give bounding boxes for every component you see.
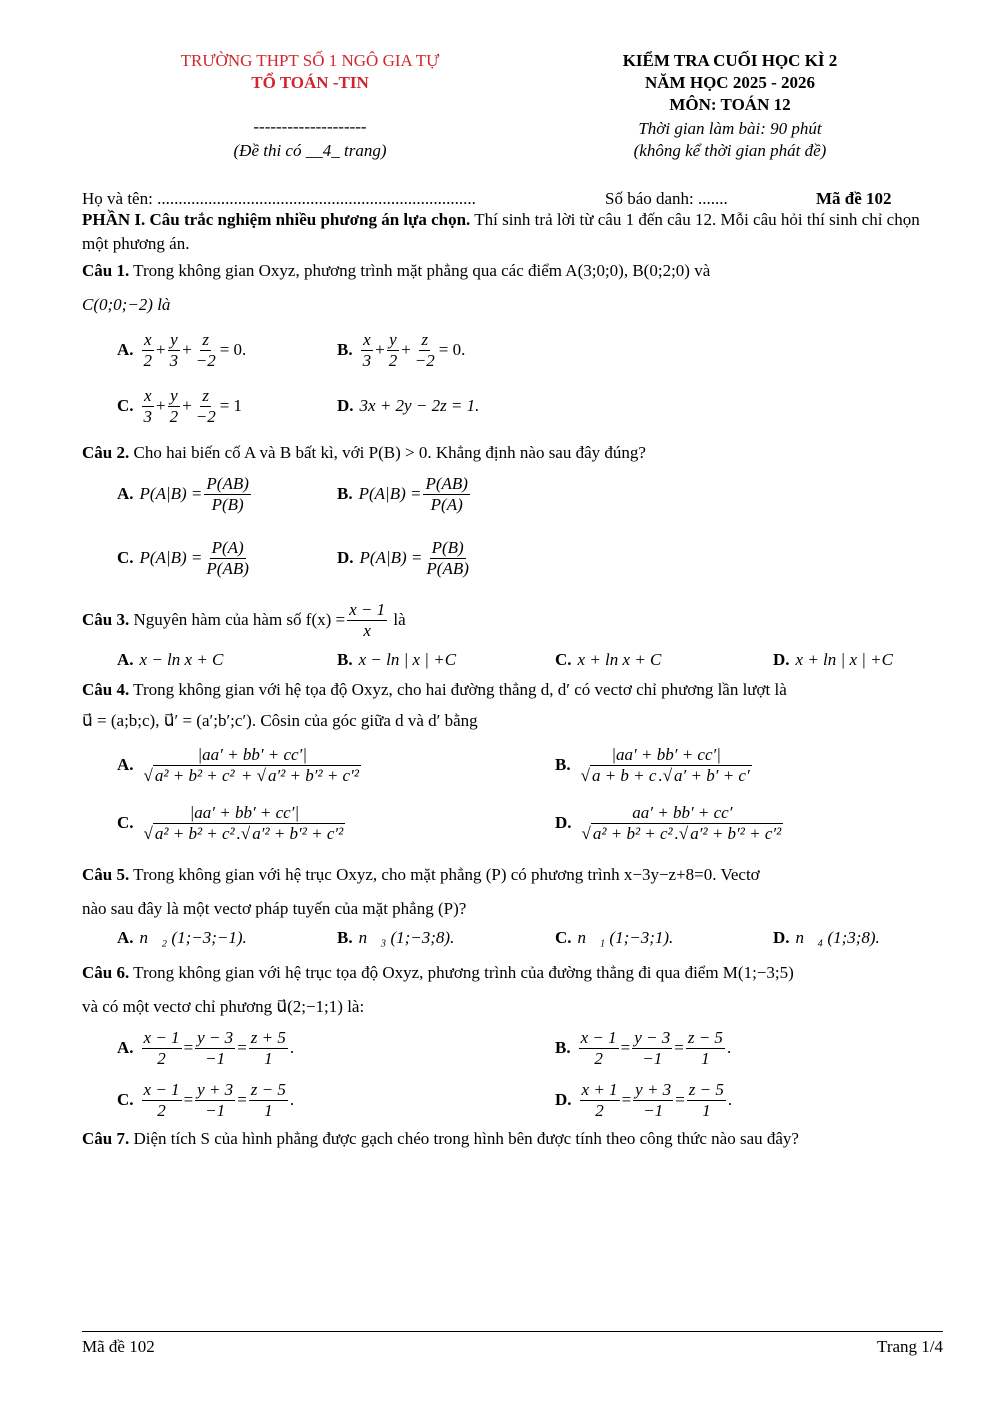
option-c[interactable] bbox=[117, 803, 555, 843]
fraction: $\frac{aa' + bb' + cc'}{\text{√ a² + b² + c² .√ a′² + b′² + c′²}}$ bbox=[581, 803, 782, 843]
option-label: B. bbox=[555, 755, 571, 775]
part1-title: PHẦN I. Câu trắc nghiệm nhiều phương án lựa chọn. bbox=[82, 210, 471, 229]
fraction: $\frac{z - 5}{1}$ bbox=[688, 1080, 724, 1120]
duration-note: (không kể thời gian phát đề) bbox=[633, 141, 827, 160]
fraction: $\frac{x - 1}{2}$ bbox=[580, 1028, 617, 1068]
option-label: D. bbox=[773, 650, 790, 669]
fraction: $\frac{z - 5}{1}$ bbox=[687, 1028, 723, 1068]
fraction: $\frac{x}{2}$ bbox=[143, 330, 153, 370]
option-d[interactable] bbox=[773, 928, 880, 948]
question-6-line2: và có một vectơ chỉ phương u⃗(2;−1;1) là: bbox=[82, 997, 365, 1016]
question-text: Nguyên hàm của hàm số f(x) = bbox=[129, 610, 346, 630]
question-5-line2: nào sau đây là một vectơ pháp tuyến của mặt phẳng (P)? bbox=[82, 899, 467, 918]
fraction: $\frac{z + 5}{1}$ bbox=[250, 1028, 286, 1068]
fraction: $\frac{x - 1}{x}$ bbox=[349, 600, 386, 640]
footer-divider bbox=[82, 1331, 943, 1332]
equation-tail: . bbox=[726, 1038, 732, 1058]
option-label: D. bbox=[337, 396, 354, 416]
q2-options-row2 bbox=[117, 538, 943, 578]
question-1-line2: C(0;0;−2) là bbox=[82, 295, 171, 314]
student-id-field: Số báo danh: ....... bbox=[605, 189, 728, 208]
option-c[interactable] bbox=[117, 538, 337, 578]
option-label: A. bbox=[117, 340, 134, 360]
fraction: $\frac{x - 1}{2}$ bbox=[143, 1028, 180, 1068]
fraction: $\frac{x + 1}{2}$ bbox=[581, 1080, 618, 1120]
department-name: TỔ TOÁN -TIN bbox=[251, 73, 369, 92]
subject: MÔN: TOÁN 12 bbox=[669, 95, 791, 114]
duration: Thời gian làm bài: 90 phút bbox=[638, 119, 822, 138]
fraction: $\frac{z - 5}{1}$ bbox=[250, 1080, 286, 1120]
fraction: $\frac{x - 1}{2}$ bbox=[143, 1080, 180, 1120]
option-label: A. bbox=[117, 1038, 134, 1058]
option-label: A. bbox=[117, 650, 134, 669]
option-label: D. bbox=[555, 813, 572, 833]
question-text: Trong không gian Oxyz, phương trình mặt phẳng qua các điểm A(3;0;0), B(0;2;0) và bbox=[129, 261, 711, 280]
option-a[interactable]: A. $\frac{x - 1}{2}$ = $\frac{y - 3}{-1}$ = $\frac{z + 5}{1}$ . bbox=[117, 1028, 295, 1068]
option-text: n⃗₄ (1;3;8). bbox=[795, 928, 880, 947]
school-name: TRƯỜNG THPT SỐ 1 NGÔ GIA TỰ bbox=[180, 51, 440, 70]
question-text: Cho hai biến cố A và B bất kì, với P(B) > 0. Khẳng định nào sau đây đúng? bbox=[129, 443, 646, 462]
option-a[interactable]: A. $\frac{x}{2}$ + $\frac{y}{3}$ + $\frac{z}{-2}$ = 0. bbox=[117, 330, 247, 370]
option-text: n⃗₂ (1;−3;−1). bbox=[139, 928, 247, 947]
question-number: Câu 3. bbox=[82, 610, 130, 630]
header-dashes: -------------------- bbox=[253, 117, 367, 136]
question-6 bbox=[82, 960, 943, 986]
option-a[interactable] bbox=[117, 474, 337, 514]
option-b[interactable] bbox=[337, 474, 472, 514]
fraction: $\frac{y - 3}{-1}$ bbox=[197, 1028, 234, 1068]
fraction: $\frac{P(AB)}{P(B)}$ bbox=[206, 474, 249, 514]
school-year: NĂM HỌC 2025 - 2026 bbox=[645, 73, 815, 92]
question-5 bbox=[82, 862, 943, 888]
question-number: Câu 6. bbox=[82, 963, 130, 982]
q2-options-row1 bbox=[117, 474, 943, 514]
option-label: C. bbox=[117, 548, 134, 568]
option-label: B. bbox=[337, 928, 353, 947]
question-2 bbox=[82, 440, 943, 466]
question-text: Trong không gian với hệ trục tọa độ Oxyz, phương trình của đường thẳng đi qua điểm M(1;−3;5) bbox=[129, 963, 794, 982]
question-1 bbox=[82, 258, 943, 284]
footer-exam-code: Mã đề 102 bbox=[82, 1337, 155, 1356]
fraction: $\frac{x}{3}$ bbox=[362, 330, 372, 370]
q1-options-row1 bbox=[117, 330, 943, 370]
option-label: D. bbox=[555, 1090, 572, 1110]
option-c[interactable] bbox=[555, 928, 773, 948]
footer-page-number: Trang 1/4 bbox=[877, 1337, 943, 1356]
question-text: Trong không gian với hệ trục Oxyz, cho mặt phẳng (P) có phương trình x−3y−z+8=0. Vectơ bbox=[129, 865, 760, 884]
equation-tail: . bbox=[289, 1090, 295, 1110]
fraction: $\frac{P(A)}{P(AB)}$ bbox=[206, 538, 249, 578]
option-label: C. bbox=[555, 650, 572, 669]
option-d[interactable] bbox=[337, 538, 473, 578]
exam-code: Mã đề 102 bbox=[816, 189, 892, 208]
fraction: $\frac{z}{-2}$ bbox=[414, 330, 435, 370]
option-d[interactable] bbox=[555, 803, 787, 843]
question-text: Trong không gian với hệ tọa độ Oxyz, cho hai đường thẳng d, d′ có vectơ chỉ phương lần lượt là bbox=[129, 680, 787, 699]
fraction: $\frac{y}{3}$ bbox=[169, 330, 179, 370]
q5-options bbox=[117, 928, 943, 948]
fraction: $\frac{y + 3}{-1}$ bbox=[635, 1080, 672, 1120]
part1-instruction: Thí sinh trả lời từ câu 1 đến câu 12. Mỗi câu hỏi thí sinh chỉ chọn một phương án. bbox=[82, 210, 920, 253]
q6-options-row2 bbox=[117, 1080, 943, 1120]
question-text: Diện tích S của hình phẳng được gạch chéo trong hình bên được tính theo công thức nào sau đây? bbox=[129, 1129, 799, 1148]
option-a[interactable] bbox=[117, 928, 337, 948]
option-lhs: P(A|B) = bbox=[139, 548, 203, 568]
option-label: B. bbox=[337, 650, 353, 669]
option-lhs: P(A|B) = bbox=[359, 548, 423, 568]
question-number: Câu 5. bbox=[82, 865, 130, 884]
option-c[interactable]: C. $\frac{x - 1}{2}$ = $\frac{y + 3}{-1}$ = $\frac{z - 5}{1}$ . bbox=[117, 1080, 295, 1120]
option-a[interactable] bbox=[117, 745, 555, 785]
question-number: Câu 7. bbox=[82, 1129, 130, 1148]
option-label: B. bbox=[337, 340, 353, 360]
option-c[interactable]: C. $\frac{x}{3}$ + $\frac{y}{2}$ + $\frac{z}{-2}$ = 1 bbox=[117, 386, 243, 426]
fraction: $\frac{z}{-2}$ bbox=[195, 330, 216, 370]
q4-options-row2 bbox=[117, 803, 943, 843]
option-text: n⃗₁ (1;−3;1). bbox=[577, 928, 674, 947]
option-label: B. bbox=[337, 484, 353, 504]
pages-note: (Đề thi có __4_ trang) bbox=[233, 141, 387, 160]
exam-title: KIỂM TRA CUỐI HỌC KÌ 2 bbox=[622, 51, 838, 70]
fraction: $\frac{z}{-2}$ bbox=[195, 386, 216, 426]
option-lhs: P(A|B) = bbox=[139, 484, 203, 504]
equation-tail: . bbox=[289, 1038, 295, 1058]
fraction: $\frac{P(AB)}{P(A)}$ bbox=[425, 474, 468, 514]
option-label: B. bbox=[555, 1038, 571, 1058]
option-b[interactable] bbox=[337, 928, 555, 948]
option-label: A. bbox=[117, 484, 134, 504]
option-b[interactable]: B. $\frac{x - 1}{2}$ = $\frac{y - 3}{-1}$ = $\frac{z - 5}{1}$ . bbox=[555, 1028, 732, 1068]
question-4 bbox=[82, 677, 943, 703]
option-text: x − ln x + C bbox=[139, 650, 224, 669]
fraction: $\frac{|aa' + bb' + cc'|}{\text{√ a² + b² + c² .√ a′² + b′² + c′²}}$ bbox=[143, 803, 344, 843]
question-3 bbox=[82, 600, 943, 640]
option-a[interactable] bbox=[117, 650, 337, 670]
option-label: A. bbox=[117, 928, 134, 947]
option-d[interactable] bbox=[337, 396, 479, 416]
question-number: Câu 4. bbox=[82, 680, 130, 699]
option-label: C. bbox=[117, 813, 134, 833]
option-text: n⃗₃ (1;−3;8). bbox=[358, 928, 455, 947]
equation-tail: . bbox=[727, 1090, 733, 1110]
option-b[interactable] bbox=[555, 745, 756, 785]
equation-tail: = 0. bbox=[219, 340, 247, 360]
option-label: D. bbox=[337, 548, 354, 568]
fraction: $\frac{x}{3}$ bbox=[143, 386, 153, 426]
option-c[interactable] bbox=[555, 650, 773, 670]
q3-options bbox=[117, 650, 943, 670]
option-text: x + ln | x | +C bbox=[795, 650, 893, 669]
option-text: x + ln x + C bbox=[577, 650, 662, 669]
fraction: $\frac{|aa' + bb' + cc'|}{\text{√ a² + b² + c² + √ a′² + b′² + c′²}}$ bbox=[143, 745, 359, 785]
option-label: C. bbox=[117, 396, 134, 416]
question-7 bbox=[82, 1126, 943, 1152]
question-4-line2: u⃗ = (a;b;c), u⃗′ = (a′;b′;c′). Côsin của góc giữa d và d′ bằng bbox=[82, 711, 478, 730]
option-b[interactable]: B. $\frac{x}{3}$ + $\frac{y}{2}$ + $\frac{z}{-2}$ = 0. bbox=[337, 330, 466, 370]
question-number: Câu 1. bbox=[82, 261, 130, 280]
fraction: $\frac{y + 3}{-1}$ bbox=[197, 1080, 234, 1120]
fraction: $\frac{y - 3}{-1}$ bbox=[634, 1028, 671, 1068]
option-text: x − ln | x | +C bbox=[358, 650, 457, 669]
option-label: A. bbox=[117, 755, 134, 775]
q6-options-row1 bbox=[117, 1028, 943, 1068]
fraction: $\frac{y}{2}$ bbox=[169, 386, 179, 426]
student-name-field: Họ và tên: ........................................................................... bbox=[82, 189, 476, 208]
fraction: $\frac{P(B)}{P(AB)}$ bbox=[426, 538, 469, 578]
part1-heading bbox=[82, 208, 943, 256]
option-label: C. bbox=[117, 1090, 134, 1110]
question-tail: là bbox=[389, 610, 406, 630]
option-b[interactable] bbox=[337, 650, 555, 670]
fraction: $\frac{|aa' + bb' + cc'|}{√ a + b + c .√ a' + b' + c'}$ bbox=[580, 745, 750, 785]
option-d[interactable]: D. $\frac{x + 1}{2}$ = $\frac{y + 3}{-1}$ = $\frac{z - 5}{1}$ . bbox=[555, 1080, 733, 1120]
option-label: D. bbox=[773, 928, 790, 947]
option-text: 3x + 2y − 2z = 1. bbox=[359, 396, 480, 416]
fraction: $\frac{y}{2}$ bbox=[388, 330, 398, 370]
question-number: Câu 2. bbox=[82, 443, 130, 462]
option-d[interactable] bbox=[773, 650, 893, 670]
option-lhs: P(A|B) = bbox=[358, 484, 422, 504]
q4-options-row1 bbox=[117, 745, 943, 785]
equation-tail: = 0. bbox=[438, 340, 466, 360]
option-label: C. bbox=[555, 928, 572, 947]
equation-tail: = 1 bbox=[219, 396, 243, 416]
q1-options-row2 bbox=[117, 386, 943, 426]
